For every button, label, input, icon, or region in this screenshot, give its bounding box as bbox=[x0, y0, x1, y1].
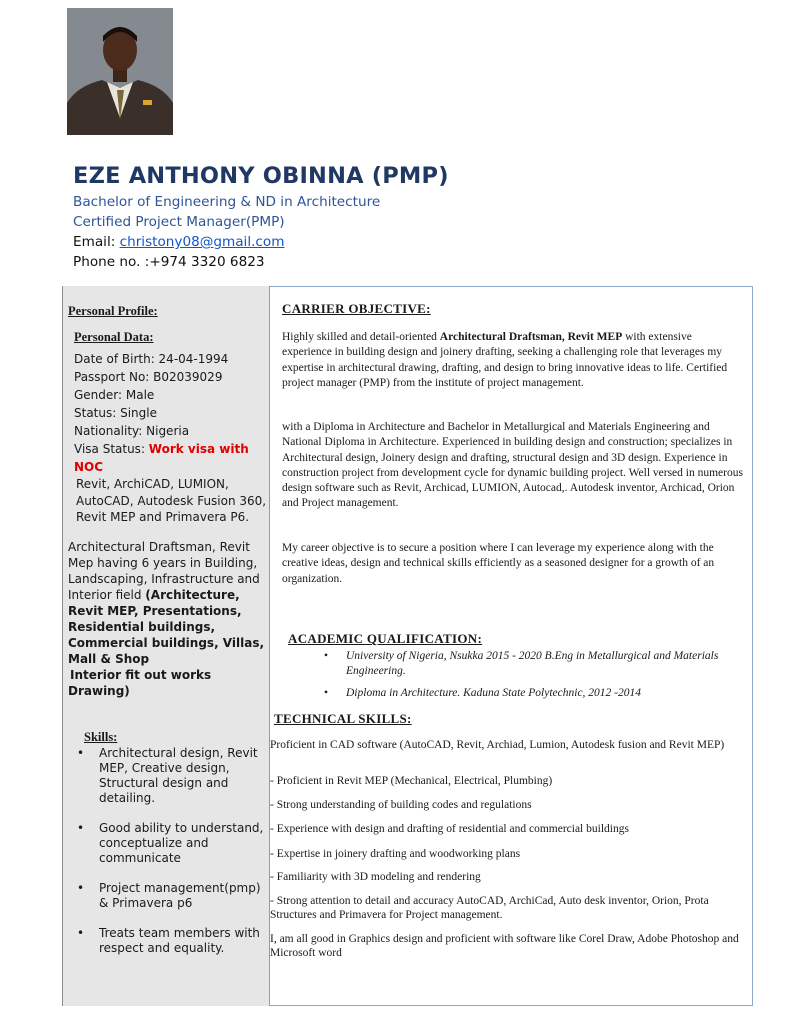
objective-paragraph-1 bbox=[282, 330, 744, 391]
nationality: Nationality: Nigeria bbox=[74, 424, 190, 438]
main-content bbox=[269, 286, 753, 1006]
software-list: Revit, ArchiCAD, LUMION, AutoCAD, Autodesk Fusion 360, Revit MEP and Primavera P6. bbox=[76, 477, 267, 524]
profile-photo bbox=[67, 8, 173, 135]
summary-highlight: (Architecture, Revit MEP, Presentations, Residential buildings, Commercial buildings, Villas, Mall & Shop bbox=[68, 588, 265, 666]
skills-list bbox=[63, 746, 268, 971]
phone-line: Phone no. :+974 3320 6823 bbox=[73, 254, 265, 270]
personal-data-heading: Personal Data: bbox=[74, 330, 154, 344]
certification-line: Certified Project Manager(PMP) bbox=[73, 214, 285, 230]
summary-text: Architectural Draftsman, Revit Mep having 6 years in Building, Landscaping, Infrastructure and Interior field bbox=[68, 540, 260, 602]
technical-item: - Familiarity with 3D modeling and rendering bbox=[270, 871, 481, 883]
email-label: Email: bbox=[73, 234, 120, 250]
technical-item: - Strong understanding of building codes and regulations bbox=[270, 799, 532, 811]
career-objective-heading: CARRIER OBJECTIVE: bbox=[282, 301, 431, 316]
resume-header bbox=[73, 160, 773, 272]
technical-skills-heading: TECHNICAL SKILLS: bbox=[274, 711, 412, 726]
personal-data-list bbox=[74, 350, 268, 476]
summary-highlight-2: Interior fit out works Drawing) bbox=[68, 668, 212, 698]
degree-line: Bachelor of Engineering & ND in Architecture bbox=[73, 194, 381, 210]
objective-paragraph-3: My career objective is to secure a position where I can leverage my experience along with the creative ideas, design and technical skills efficiently as a seasoned designer for a growth of an organization. bbox=[282, 542, 715, 585]
technical-item: I, am all good in Graphics design and proficient with software like Corel Draw, Adobe Photoshop and Microsoft word bbox=[270, 933, 739, 959]
passport: Passport No: B02039029 bbox=[74, 370, 223, 384]
person-portrait-icon bbox=[67, 8, 173, 135]
skills-heading: Skills: bbox=[84, 730, 118, 744]
obj-role: Architectural Draftsman, Revit MEP bbox=[439, 331, 623, 343]
left-sidebar bbox=[62, 286, 270, 1006]
academic-item: • Diploma in Architecture. Kaduna State Polytechnic, 2012 -2014 bbox=[308, 686, 766, 701]
visa-value: Work visa with NOC bbox=[74, 442, 249, 474]
visa-label: Visa Status: bbox=[74, 442, 149, 456]
skill-item: • Architectural design, Revit MEP, Creative design, Structural design and detailing. bbox=[63, 746, 268, 806]
candidate-name: EZE ANTHONY OBINNA (PMP) bbox=[73, 163, 449, 189]
obj-text-c: with extensive experience in building design and joinery drafting, seeking a challenging role that leverages my expertise in architectural drawing, drafting, and design to bring innovative ideas to life. Certified project manager (PMP) from the institute of project management. bbox=[282, 331, 728, 389]
academic-heading: ACADEMIC QUALIFICATION: bbox=[288, 631, 483, 646]
status: Status: Single bbox=[74, 406, 157, 420]
email-line bbox=[73, 232, 773, 252]
obj-text-a: Highly skilled and detail-oriented bbox=[282, 331, 440, 343]
objective-paragraph-2: with a Diploma in Architecture and Bachelor in Metallurgical and Materials Engineering and National Diploma in Architecture. Experienced in building design and construction; specializes in Architectural design, Joinery design and drafting, structural design and 3D design. Experience in construction project from development cycle for dynamic building project. Well versed in numerous design software such as Revit, Archicad, LUMION, Autocad,. Autodesk inventor, Archicad, Orion and Project management. bbox=[282, 421, 743, 510]
technical-item: Proficient in CAD software (AutoCAD, Revit, Archiad, Lumion, Autodesk fusion and Revit MEP) bbox=[270, 739, 725, 751]
technical-item: - Experience with design and drafting of residential and commercial buildings bbox=[270, 823, 629, 835]
personal-profile-heading: Personal Profile: bbox=[68, 304, 158, 318]
gender: Gender: Male bbox=[74, 388, 155, 402]
email-link[interactable]: christony08@gmail.com bbox=[119, 234, 285, 250]
technical-item: - Strong attention to detail and accuracy AutoCAD, ArchiCad, Auto desk inventor, Orion, Prota Structures and Primavera for Project management. bbox=[270, 895, 709, 921]
skill-item: • Good ability to understand, conceptualize and communicate bbox=[63, 821, 268, 866]
academic-item: • University of Nigeria, Nsukka 2015 - 2020 B.Eng in Metallurgical and Materials Engineering. bbox=[308, 649, 766, 679]
dob: Date of Birth: 24-04-1994 bbox=[74, 352, 229, 366]
profile-summary bbox=[68, 539, 268, 699]
skill-item: • Treats team members with respect and equality. bbox=[63, 926, 268, 956]
technical-item: - Proficient in Revit MEP (Mechanical, Electrical, Plumbing) bbox=[270, 775, 553, 787]
visa-status bbox=[74, 440, 268, 476]
technical-item: - Expertise in joinery drafting and woodworking plans bbox=[270, 848, 521, 860]
skill-item: • Project management(pmp) & Primavera p6 bbox=[63, 881, 268, 911]
